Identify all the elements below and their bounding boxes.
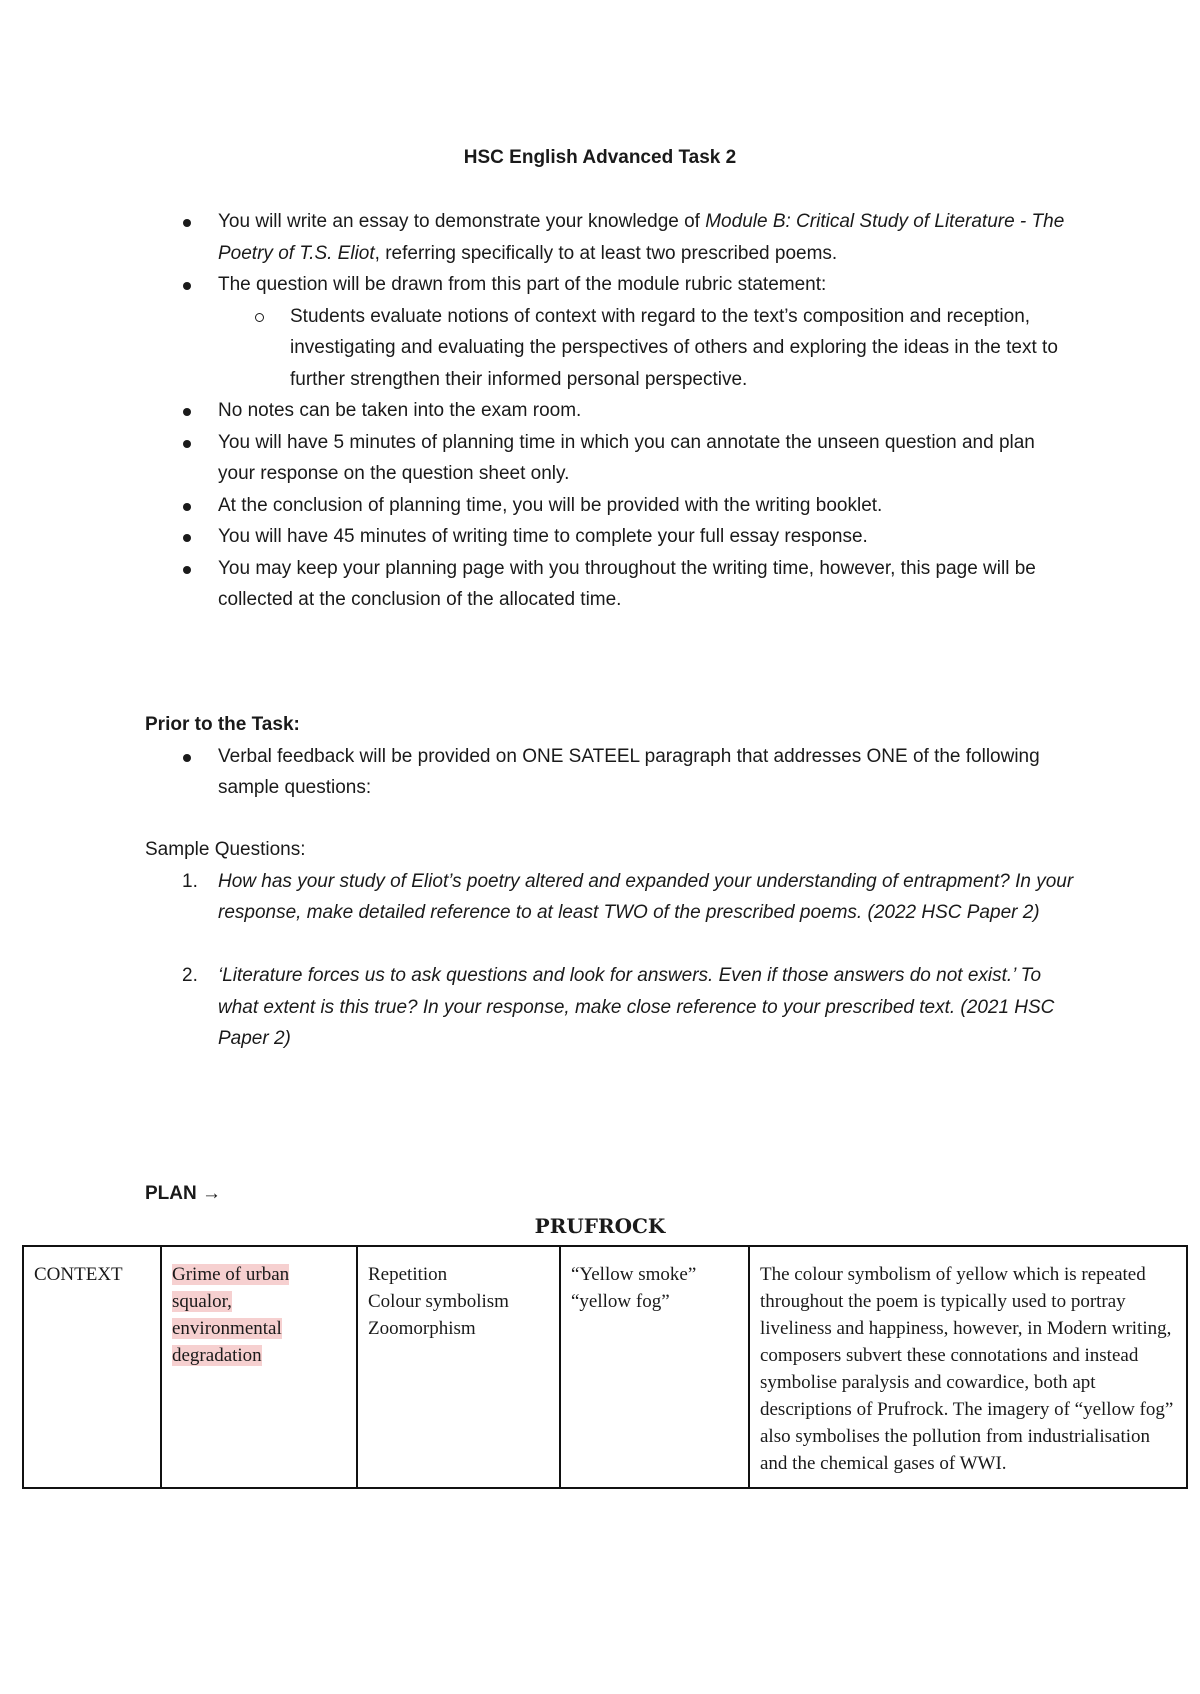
idea-cell xyxy=(161,1246,357,1488)
plan-label: PLAN → xyxy=(145,1183,221,1204)
instruction-text: , referring specifically to at least two prescribed poems. xyxy=(374,242,838,264)
instruction-text: At the conclusion of planning time, you will be provided with the writing booklet. xyxy=(218,494,883,516)
rubric-statement-text: Students evaluate notions of context with regard to the text’s composition and reception, investigating and evaluating the perspectives of others and exploring the ideas in the text to further strengthen their informed personal perspective. xyxy=(290,305,1058,390)
question-number: 1. xyxy=(182,870,198,892)
analysis-cell xyxy=(749,1246,1187,1488)
sample-heading: Sample Questions: xyxy=(145,839,306,860)
poem-title: PRUFROCK xyxy=(534,1214,666,1238)
quote: “Yellow smoke” xyxy=(571,1264,697,1285)
plan-table xyxy=(22,1245,1188,1489)
rubric-statement-item xyxy=(145,301,1075,396)
table-row xyxy=(23,1246,1187,1488)
category-cell xyxy=(23,1246,161,1488)
technique: Colour symbolism xyxy=(368,1291,509,1312)
highlighted-idea: environmental xyxy=(172,1318,282,1339)
instruction-item xyxy=(145,427,1075,490)
sample-question xyxy=(145,866,1075,929)
instruction-text: No notes can be taken into the exam room. xyxy=(218,400,582,421)
instruction-item xyxy=(145,269,1075,301)
module-title: Module B: Critical Study of Literature - The Poetry of T.S. Eliot xyxy=(218,211,1065,264)
sample-question xyxy=(145,960,1075,1055)
instruction-item xyxy=(145,395,1075,427)
sample-questions-section xyxy=(145,834,1075,1055)
task-instructions xyxy=(145,206,1075,616)
instruction-text: You may keep your planning page with you throughout the writing time, however, this page will be collected at the conclusion of the allocated time. xyxy=(218,557,1036,610)
instruction-text: You will have 45 minutes of writing time to complete your full essay response. xyxy=(218,526,868,547)
quotes-cell xyxy=(560,1246,749,1488)
instruction-item xyxy=(145,521,1075,553)
analysis-text: The colour symbolism of yellow which is repeated throughout the poem is typically used to portray liveliness and happiness, however, in Modern writing, composers subvert these connotations and instead symbolise paralysis and cowardice, both apt descriptions of Prufrock. The imagery of “yellow fog” also symbolises the pollution from industrialisation and the chemical gases of WWI. xyxy=(760,1264,1174,1474)
question-text: ‘Literature forces us to ask questions and look for answers. Even if those answers do not exist.’ To what extent is this true? In your response, make close reference to your prescribed text. (2021 HSC Paper 2) xyxy=(218,965,1055,1049)
instruction-text: You will have 5 minutes of planning time in which you can annotate the unseen question and plan your response on the question sheet only. xyxy=(218,431,1035,484)
prior-item xyxy=(145,741,1075,804)
prior-to-task-section xyxy=(145,709,1075,804)
highlighted-idea: squalor, xyxy=(172,1291,232,1312)
prior-heading: Prior to the Task: xyxy=(145,714,300,735)
quote: “yellow fog” xyxy=(571,1291,670,1312)
question-number: 2. xyxy=(182,965,198,986)
techniques-cell xyxy=(357,1246,560,1488)
highlighted-idea: Grime of urban xyxy=(172,1264,290,1285)
highlighted-idea: degradation xyxy=(172,1345,262,1366)
question-text: How has your study of Eliot’s poetry altered and expanded your understanding of entrapment? In your response, make detailed reference to at least TWO of the prescribed poems. (2022 HSC Paper 2) xyxy=(218,870,1074,923)
instruction-text: The question will be drawn from this part of the module rubric statement: xyxy=(218,274,827,295)
instruction-item xyxy=(145,206,1075,269)
instruction-item xyxy=(145,553,1075,616)
prior-text: Verbal feedback will be provided on ONE SATEEL paragraph that addresses ONE of the following sample questions: xyxy=(218,745,1040,798)
technique: Repetition xyxy=(368,1264,448,1285)
instruction-text: You will write an essay to demonstrate your knowledge of xyxy=(218,211,706,232)
category-text: CONTEXT xyxy=(34,1264,123,1285)
document-title: HSC English Advanced Task 2 xyxy=(463,147,737,168)
instruction-item xyxy=(145,490,1075,522)
technique: Zoomorphism xyxy=(368,1318,476,1339)
